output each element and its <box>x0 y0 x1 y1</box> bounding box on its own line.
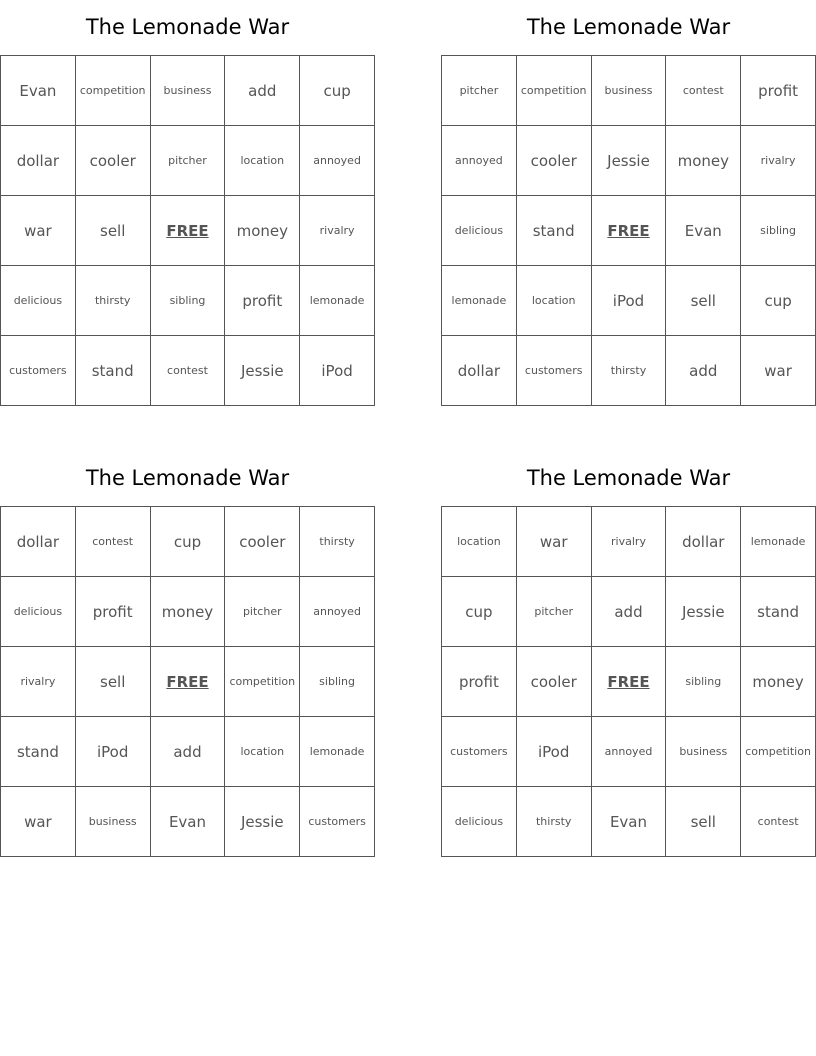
bingo-cell: sell <box>76 647 151 717</box>
bingo-cell: cup <box>741 266 816 336</box>
bingo-card-2 <box>441 0 816 406</box>
bingo-cell: business <box>666 717 741 787</box>
bingo-cell: competition <box>225 647 300 717</box>
bingo-cell: add <box>666 336 741 406</box>
bingo-cell: competition <box>76 56 151 126</box>
bingo-cell: sell <box>666 787 741 857</box>
bingo-cell: money <box>151 577 226 647</box>
bingo-cell: profit <box>442 647 517 717</box>
bingo-cell: annoyed <box>592 717 667 787</box>
bingo-cell: profit <box>76 577 151 647</box>
bingo-cell: thirsty <box>76 266 151 336</box>
bingo-card-4 <box>441 451 816 857</box>
bingo-cell: add <box>592 577 667 647</box>
bingo-cell: sibling <box>300 647 375 717</box>
bingo-cell: Evan <box>592 787 667 857</box>
bingo-cell: delicious <box>442 787 517 857</box>
bingo-cell: Jessie <box>225 787 300 857</box>
free-space-cell: FREE <box>592 647 667 717</box>
bingo-cell: dollar <box>666 507 741 577</box>
bingo-cell: cup <box>151 507 226 577</box>
bingo-cell: annoyed <box>300 577 375 647</box>
card-title: The Lemonade War <box>526 466 731 490</box>
bingo-cell: customers <box>442 717 517 787</box>
bingo-cell: business <box>151 56 226 126</box>
bingo-cell: Jessie <box>666 577 741 647</box>
bingo-cell: cooler <box>517 126 592 196</box>
bingo-cell: contest <box>151 336 226 406</box>
bingo-cell: stand <box>517 196 592 266</box>
bingo-cell: location <box>517 266 592 336</box>
bingo-cell: sell <box>76 196 151 266</box>
bingo-cell: dollar <box>1 126 76 196</box>
free-space-cell: FREE <box>151 647 226 717</box>
bingo-cell: Evan <box>151 787 226 857</box>
bingo-cell: contest <box>666 56 741 126</box>
bingo-cell: lemonade <box>442 266 517 336</box>
bingo-cell: customers <box>517 336 592 406</box>
bingo-cell: cooler <box>517 647 592 717</box>
bingo-card-3 <box>0 451 375 857</box>
bingo-cell: customers <box>300 787 375 857</box>
bingo-cell: annoyed <box>442 126 517 196</box>
bingo-cell: rivalry <box>592 507 667 577</box>
bingo-cell: delicious <box>1 577 76 647</box>
bingo-cell: business <box>76 787 151 857</box>
bingo-cell: delicious <box>442 196 517 266</box>
bingo-cell: war <box>741 336 816 406</box>
bingo-cell: sell <box>666 266 741 336</box>
bingo-cell: competition <box>741 717 816 787</box>
free-space-cell: FREE <box>592 196 667 266</box>
card-title: The Lemonade War <box>85 466 290 490</box>
bingo-cell: dollar <box>442 336 517 406</box>
bingo-grid <box>441 55 816 406</box>
bingo-cell: war <box>1 196 76 266</box>
bingo-cell: sibling <box>666 647 741 717</box>
bingo-cell: thirsty <box>300 507 375 577</box>
bingo-cell: pitcher <box>151 126 226 196</box>
bingo-cell: war <box>517 507 592 577</box>
bingo-cell: iPod <box>76 717 151 787</box>
bingo-cell: profit <box>225 266 300 336</box>
bingo-cell: contest <box>741 787 816 857</box>
bingo-cell: war <box>1 787 76 857</box>
bingo-cell: Jessie <box>592 126 667 196</box>
bingo-cell: rivalry <box>1 647 76 717</box>
bingo-cell: pitcher <box>442 56 517 126</box>
bingo-cell: pitcher <box>517 577 592 647</box>
bingo-grid <box>0 55 375 406</box>
bingo-cell: stand <box>741 577 816 647</box>
free-space-cell: FREE <box>151 196 226 266</box>
bingo-cell: Jessie <box>225 336 300 406</box>
bingo-cell: cooler <box>76 126 151 196</box>
bingo-cell: sibling <box>151 266 226 336</box>
bingo-cell: competition <box>517 56 592 126</box>
card-title: The Lemonade War <box>526 15 731 39</box>
bingo-cell: cup <box>300 56 375 126</box>
bingo-cell: thirsty <box>592 336 667 406</box>
bingo-cell: stand <box>76 336 151 406</box>
bingo-cell: location <box>225 717 300 787</box>
bingo-cell: stand <box>1 717 76 787</box>
bingo-grid <box>0 506 375 857</box>
bingo-grid <box>441 506 816 857</box>
bingo-cell: thirsty <box>517 787 592 857</box>
bingo-cell: business <box>592 56 667 126</box>
bingo-cell: money <box>741 647 816 717</box>
bingo-cell: add <box>225 56 300 126</box>
bingo-cell: add <box>151 717 226 787</box>
bingo-cell: lemonade <box>300 717 375 787</box>
bingo-cell: Evan <box>666 196 741 266</box>
bingo-cell: contest <box>76 507 151 577</box>
bingo-cell: delicious <box>1 266 76 336</box>
bingo-cell: rivalry <box>741 126 816 196</box>
bingo-cell: lemonade <box>741 507 816 577</box>
bingo-cell: iPod <box>517 717 592 787</box>
bingo-cell: iPod <box>300 336 375 406</box>
bingo-cell: rivalry <box>300 196 375 266</box>
bingo-cell: Evan <box>1 56 76 126</box>
bingo-card-1 <box>0 0 375 406</box>
bingo-cell: sibling <box>741 196 816 266</box>
bingo-cell: customers <box>1 336 76 406</box>
bingo-cell: profit <box>741 56 816 126</box>
bingo-cell: iPod <box>592 266 667 336</box>
bingo-cell: cup <box>442 577 517 647</box>
bingo-cell: cooler <box>225 507 300 577</box>
card-title: The Lemonade War <box>85 15 290 39</box>
bingo-cell: location <box>442 507 517 577</box>
bingo-cell: annoyed <box>300 126 375 196</box>
bingo-cell: money <box>225 196 300 266</box>
bingo-cell: pitcher <box>225 577 300 647</box>
bingo-cell: money <box>666 126 741 196</box>
bingo-cell: dollar <box>1 507 76 577</box>
bingo-cell: lemonade <box>300 266 375 336</box>
bingo-cell: location <box>225 126 300 196</box>
